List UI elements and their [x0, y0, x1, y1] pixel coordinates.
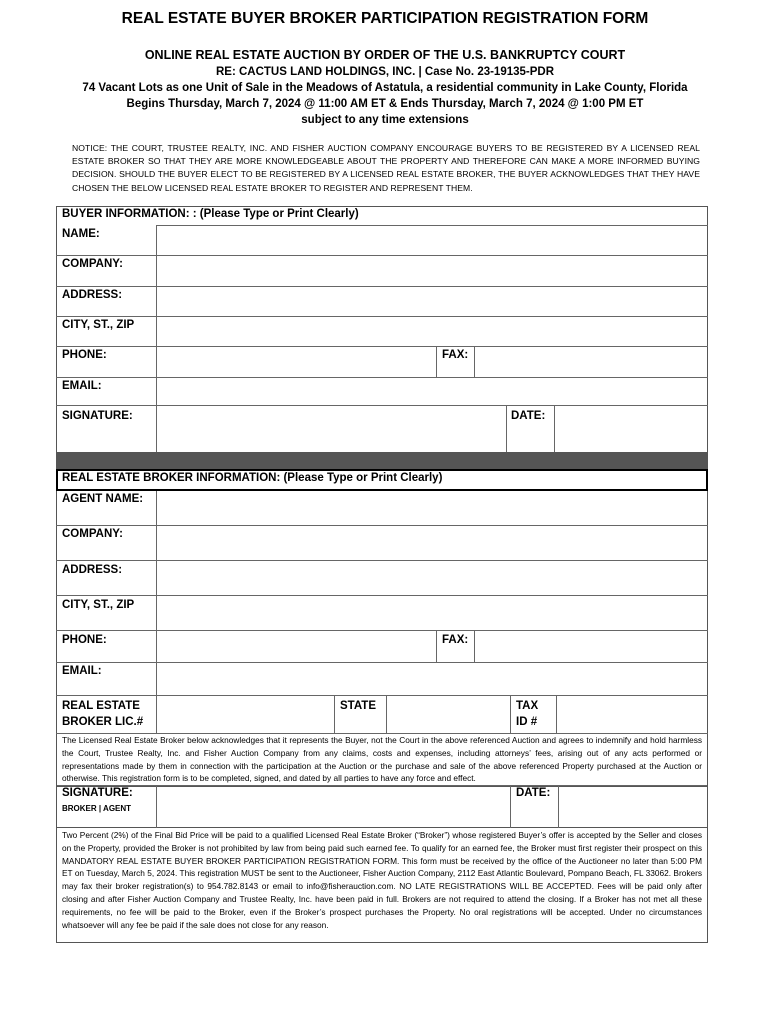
buyer-fax-label: FAX: — [442, 349, 469, 361]
buyer-phone-label: PHONE: — [62, 349, 107, 361]
broker-fax-label: FAX: — [442, 634, 469, 646]
time-extension-note: subject to any time extensions — [301, 114, 469, 126]
form-title: REAL ESTATE BUYER BROKER PARTICIPATION REGISTRATION FORM — [121, 10, 649, 27]
buyer-city-label: CITY, ST., ZIP — [62, 319, 135, 331]
broker-fax-field[interactable] — [476, 632, 707, 661]
buyer-company-label: COMPANY: — [62, 258, 123, 270]
broker-email-field[interactable] — [158, 664, 707, 694]
property-description: 74 Vacant Lots as one Unit of Sale in the Meadows of Astatula, a residential community in Lake County, Florida — [82, 82, 688, 94]
buyer-name-label: NAME: — [62, 228, 100, 240]
case-reference: RE: CACTUS LAND HOLDINGS, INC. | Case No. 23-19135-PDR — [215, 66, 555, 78]
broker-phone-field[interactable] — [158, 632, 435, 661]
buyer-company-field[interactable] — [158, 257, 707, 285]
notice-paragraph: NOTICE: THE COURT, TRUSTEE REALTY, INC. AND FISHER AUCTION COMPANY ENCOURAGE BUYERS TO BE REGISTERED BY A LICENSED REAL ESTATE BROKER SO THAT THEY ARE MORE KNOWLEDGEABLE ABOUT THE PROPERTY AND THEREFORE CAN MAKE A MORE INFORMED BUYING DECISION. SHOULD THE BUYER ELECT TO BE REGISTERED BY A LICENSED REAL ESTATE BROKER, THE BUYER ACKNOWLEDGES THAT THEY HAVE CHOSEN THE BELOW LICENSED REAL ESTATE BROKER TO REGISTER AND REPRESENT THEM. — [72, 143, 700, 193]
broker-tax-id-field[interactable] — [558, 697, 707, 732]
buyer-section-heading: BUYER INFORMATION: : (Please Type or Print Clearly) — [62, 208, 359, 220]
broker-email-label: EMAIL: — [62, 665, 102, 677]
buyer-address-field[interactable] — [158, 288, 707, 315]
broker-license-label-line1: REAL ESTATE — [62, 700, 140, 712]
broker-address-label: ADDRESS: — [62, 564, 123, 576]
buyer-email-label: EMAIL: — [62, 380, 102, 392]
buyer-phone-field[interactable] — [158, 348, 435, 376]
auction-subtitle: ONLINE REAL ESTATE AUCTION BY ORDER OF THE U.S. BANKRUPTCY COURT — [144, 48, 626, 62]
buyer-date-label: DATE: — [511, 410, 546, 422]
buyer-date-field[interactable] — [556, 407, 707, 452]
buyer-name-field[interactable] — [158, 227, 707, 254]
broker-address-field[interactable] — [158, 562, 707, 594]
buyer-email-field[interactable] — [158, 379, 707, 404]
broker-date-label: DATE: — [516, 787, 551, 799]
broker-phone-label: PHONE: — [62, 634, 107, 646]
buyer-signature-field[interactable] — [158, 407, 505, 452]
broker-license-field[interactable] — [158, 697, 333, 732]
broker-date-field[interactable] — [560, 786, 707, 827]
broker-signature-label: SIGNATURE: — [62, 787, 133, 799]
buyer-signature-label: SIGNATURE: — [62, 410, 133, 422]
buyer-address-label: ADDRESS: — [62, 289, 123, 301]
buyer-fax-field[interactable] — [476, 348, 707, 376]
broker-tax-label-line1: TAX — [516, 700, 539, 712]
broker-company-label: COMPANY: — [62, 528, 123, 540]
broker-city-label: CITY, ST., ZIP — [62, 599, 135, 611]
broker-license-label-line2: BROKER LIC.# — [62, 716, 144, 728]
broker-section-heading: REAL ESTATE BROKER INFORMATION: (Please Type or Print Clearly) — [62, 472, 443, 484]
broker-state-label: STATE — [340, 700, 376, 712]
broker-signature-field[interactable] — [158, 786, 509, 827]
section-divider-bar — [56, 452, 708, 469]
auction-dates: Begins Thursday, March 7, 2024 @ 11:00 AM ET & Ends Thursday, March 7, 2024 @ 1:00 PM ET — [126, 98, 644, 110]
broker-signature-sublabel: BROKER | AGENT — [62, 804, 132, 813]
buyer-city-field[interactable] — [158, 318, 707, 345]
broker-state-field[interactable] — [388, 697, 509, 732]
broker-acknowledgement-text: The Licensed Real Estate Broker below acknowledges that it represents the Buyer, not the Court in the above referenced Auction and agrees to indemnify and hold harmless the Court, Trustee Realty, Inc. and Fisher Auction Company from any claims, costs and expenses, including attorneys’ fees, arising out of any acts performed or representations made by them in connection with the participation at the Auction or the purchase and sale of the above referenced Property purchased at the Auction or otherwise. This registration form is to be completed, signed, and dated by all parties to have any force and effect. — [62, 735, 702, 784]
agent-name-label: AGENT NAME: — [62, 493, 144, 505]
broker-tax-label-line2: ID # — [516, 716, 538, 728]
broker-fee-terms: Two Percent (2%) of the Final Bid Price will be paid to a qualified Licensed Real Estate Broker (“Broker”) whose registered Buyer’s offer is accepted by the Seller and closes on the Property, provided the Broker is not prohibited by law from being paid such earned fee. To qualify for an earned fee, the Broker must first register their prospect on this MANDATORY REAL ESTATE BUYER BROKER PARTICIPATION REGISTRATION FORM. This form must be received by the office of the Auctioneer no later than 5:00 PM ET on Tuesday, March 5, 2024. This registration MUST be sent to the Auctioneer, Fisher Auction Company, 2112 East Atlantic Boulevard, Pompano Beach, FL 33062. Brokers may fax their broker registration(s) to 954.782.8143 or email to info@fisherauction.com. NO LATE REGISTRATIONS WILL BE ACCEPTED. Fees will be paid only after closing and after Fisher Auction Company and Trustee Realty, Inc. have been paid in full. Brokers are not required to attend the closing. If a Broker has not met all these requirements, no fee will be paid to the Broker, even if the Broker’s prospect purchases the Property. No oral registrations will be accepted. Under no circumstances whatsoever will any fee be paid if the sale does not close for any reason. — [62, 830, 702, 930]
agent-name-field[interactable] — [158, 492, 707, 524]
broker-company-field[interactable] — [158, 527, 707, 559]
broker-city-field[interactable] — [158, 597, 707, 629]
